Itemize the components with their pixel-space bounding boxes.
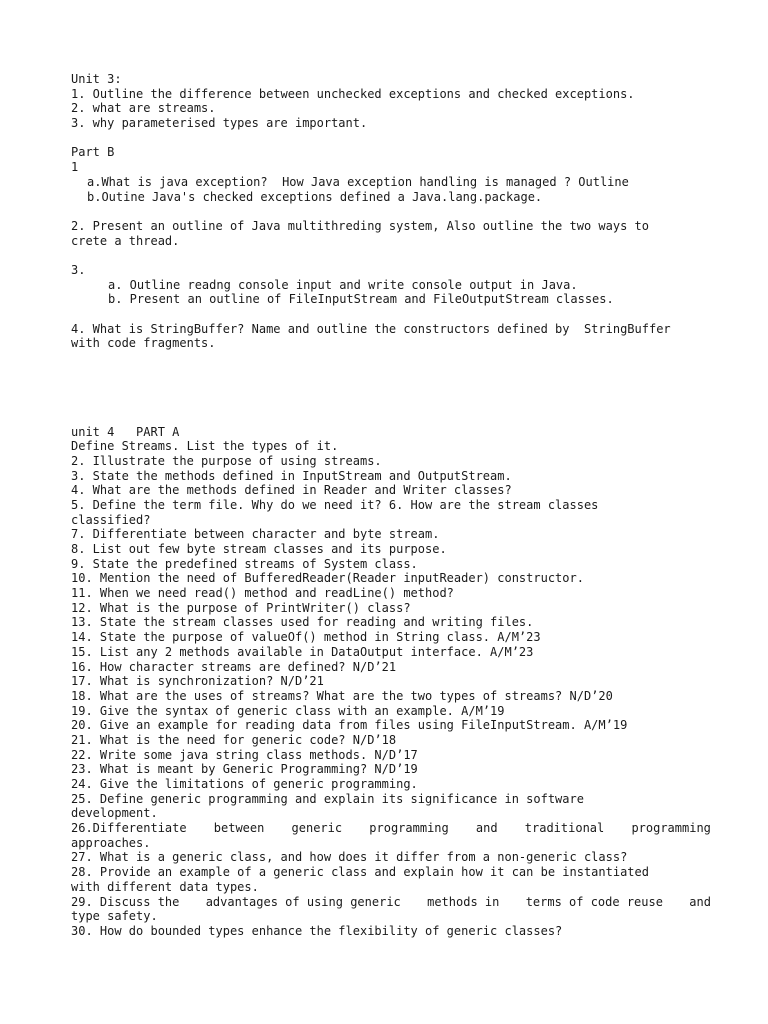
blank-line [71,395,711,410]
blank-line [71,366,711,381]
blank-line [71,351,711,366]
document-page [71,72,711,939]
unit4-question-line: 4. What are the methods defined in Reader and Writer classes? [71,483,512,498]
unit4-question-list [71,439,711,821]
unit4-question-line: 19. Give the syntax of generic class with an example. A/M’19 [71,703,505,718]
q29-segment: methods in [427,894,500,909]
q26-word: between [213,821,265,836]
blank-line [71,380,711,395]
unit4-question-line: 22. Write some java string class methods. N/D’17 [71,747,418,762]
unit3-heading: Unit 3: [71,72,122,86]
part-b-question-3-number: 3. [71,262,86,277]
q26-word: programming [631,821,711,836]
q26-word: 26.Differentiate [71,821,187,836]
unit4-question-line: 2. Illustrate the purpose of using streams. [71,453,382,468]
unit4-question-28-line2: with different data types. [71,879,259,894]
unit4-question-27: 27. What is a generic class, and how does it differ from a non-generic class? [71,850,628,865]
part-b-question-4-line2: with code fragments. [71,336,216,351]
unit3-question-2: 2. what are streams. [71,101,216,116]
unit4-question-30: 30. How do bounded types enhance the flexibility of generic classes? [71,923,563,938]
unit4-question-line: 12. What is the purpose of PrintWriter() class? [71,600,411,615]
blank-line [71,131,711,146]
part-b-question-1a: a.What is java exception? How Java exception handling is managed ? Outline [87,174,629,189]
blank-line [71,248,711,263]
unit4-question-line: 15. List any 2 methods available in DataOutput interface. A/M’23 [71,644,534,659]
part-b-question-2-line2: crete a thread. [71,233,180,248]
blank-line [71,410,711,425]
unit4-question-line: development. [71,806,158,821]
unit4-heading: unit 4 PART A [71,424,180,439]
unit4-question-29-line1 [71,895,711,910]
unit4-question-line: 10. Mention the need of BufferedReader(Reader inputReader) constructor. [71,571,584,586]
unit4-question-line: 18. What are the uses of streams? What are the two types of streams? N/D’20 [71,688,613,703]
unit4-question-26-line2: approaches. [71,835,151,850]
unit4-question-line: 13. State the stream classes used for reading and writing files. [71,615,534,630]
unit4-question-line: 23. What is meant by Generic Programming? N/D’19 [71,762,418,777]
q26-word: generic [291,821,343,836]
unit4-question-line: Define Streams. List the types of it. [71,439,339,454]
q26-word: traditional [524,821,605,836]
unit3-question-3: 3. why parameterised types are important. [71,116,368,131]
part-b-question-2-line1: 2. Present an outline of Java multithreding system, Also outline the two ways to [71,218,649,233]
unit4-question-line: 3. State the methods defined in InputStream and OutputStream. [71,468,512,483]
unit4-question-line: 25. Define generic programming and explain its significance in software [71,791,584,806]
part-b-question-3a: a. Outline readng console input and write console output in Java. [108,277,578,292]
q26-word: programming [369,821,449,836]
unit3-question-1: 1. Outline the difference between unchecked exceptions and checked exceptions. [71,86,635,101]
part-b-question-3b: b. Present an outline of FileInputStream and FileOutputStream classes. [108,292,614,307]
unit4-question-29-line2: type safety. [71,909,158,924]
part-b-question-1b: b.Outine Java's checked exceptions defined a Java.lang.package. [87,189,543,204]
q29-segment: advantages of using generic [205,894,401,909]
unit4-question-line: 24. Give the limitations of generic programming. [71,777,418,791]
unit4-question-28-line1: 28. Provide an example of a generic class and explain how it can be instantiated [71,865,649,880]
part-b-heading: Part B [71,145,115,160]
unit4-question-line: 5. Define the term file. Why do we need it? 6. How are the stream classes [71,497,599,512]
part-b-question-4-line1: 4. What is StringBuffer? Name and outline the constructors defined by StringBuffer [71,321,671,336]
part-b-question-1-number: 1 [71,160,79,175]
unit4-question-line: 14. State the purpose of valueOf() method in String class. A/M’23 [71,630,541,645]
q26-word: and [475,821,498,836]
unit4-question-26-line1 [71,821,711,836]
unit4-question-line: 7. Differentiate between character and byte stream. [71,527,440,542]
unit4-question-line: 20. Give an example for reading data from files using FileInputStream. A/M’19 [71,718,628,733]
q29-segment: 29. Discuss the [71,894,180,909]
unit4-question-line: 8. List out few byte stream classes and its purpose. [71,542,447,556]
unit4-question-line: 9. State the predefined streams of System class. [71,556,418,571]
blank-line [71,307,711,322]
unit4-question-line: 16. How character streams are defined? N/D’21 [71,659,397,674]
unit4-question-line: 17. What is synchronization? N/D’21 [71,674,324,689]
unit4-question-line: 11. When we need read() method and readLine() method? [71,586,454,601]
unit4-question-line: 21. What is the need for generic code? N/D’18 [71,732,397,747]
q29-segment: and [689,894,711,909]
blank-line [71,204,711,219]
q29-segment: terms of code reuse [525,894,663,909]
unit4-question-line: classified? [71,512,151,527]
